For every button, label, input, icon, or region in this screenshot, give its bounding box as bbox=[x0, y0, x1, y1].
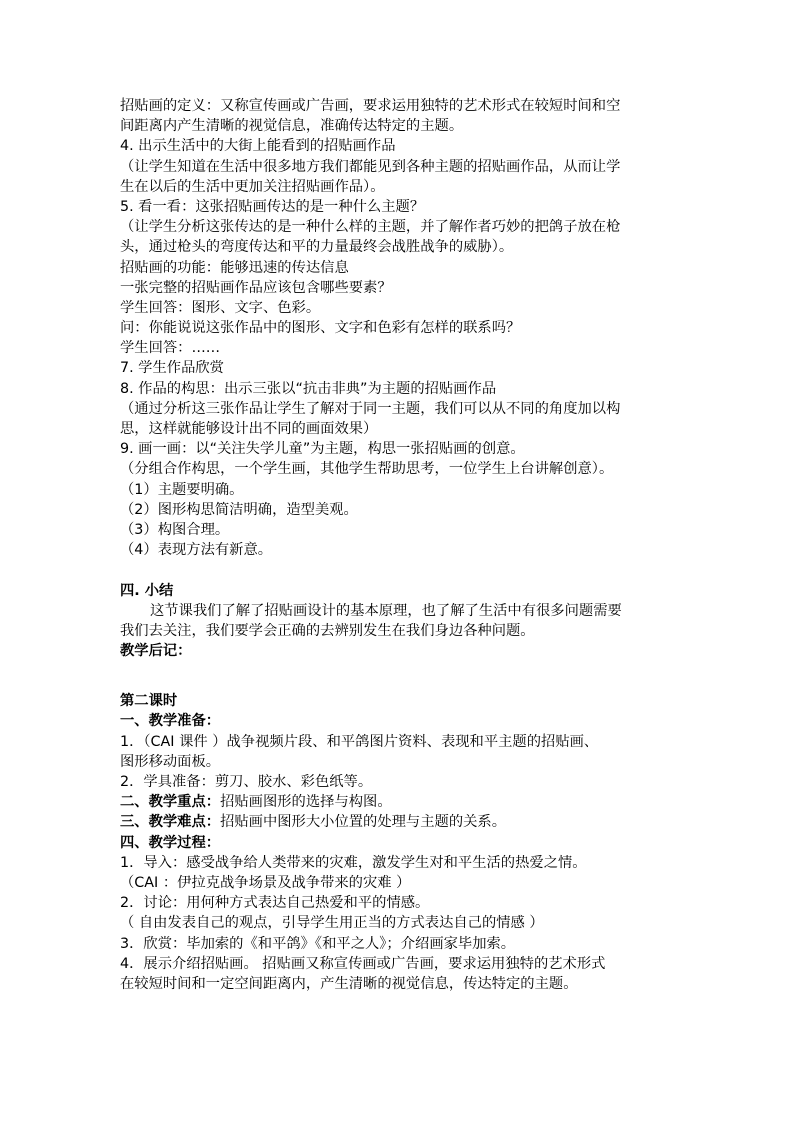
text-line: 1．导入：感受战争给人类带来的灾难，激发学生对和平生活的热爱之情。 bbox=[120, 854, 587, 871]
text-line: 一张完整的招贴画作品应该包含哪些要素？ bbox=[120, 279, 392, 296]
text-line: 7. 学生作品欣赏 bbox=[120, 360, 224, 377]
text-line: （让学生知道在生活中很多地方我们都能见到各种主题的招贴画作品，从而让学 bbox=[120, 158, 621, 175]
text-line: 在较短时间和一定空间距离内，产生清晰的视觉信息，传达特定的主题。 bbox=[120, 975, 578, 992]
text-line: 3．欣赏：毕加索的《和平鸽》《和平之人》；介绍画家毕加索。 bbox=[120, 935, 516, 952]
text-line: （3）构图合理。 bbox=[120, 521, 230, 538]
text-line: 头，通过枪头的弯度传达和平的力量最终会战胜战争的威胁）。 bbox=[120, 239, 514, 256]
text-line: 学生回答：…… bbox=[120, 340, 221, 357]
text-line: 间距离内产生清晰的视觉信息，准确传达特定的主题。 bbox=[120, 118, 464, 135]
text-line: （CAI ：伊拉克战争场景及战争带来的灾难 ） bbox=[120, 874, 411, 891]
text-line: 思，这样就能够设计出不同的画面效果） bbox=[120, 421, 378, 437]
text-line: 问：你能说说这张作品中的图形、文字和色彩有怎样的联系吗？ bbox=[120, 320, 521, 337]
key-point-line bbox=[120, 792, 680, 812]
lesson2-section bbox=[120, 691, 680, 994]
document-page bbox=[120, 96, 680, 994]
text-line: 4. 出示生活中的大街上能看到的招贴画作品 bbox=[120, 138, 396, 155]
text-line: 招贴画的功能：能够迅速的传达信息 bbox=[120, 259, 349, 276]
text-line: 图形移动面板。 bbox=[120, 753, 221, 770]
summary-paragraph-line: 这节课我们了解了招贴画设计的基本原理，也了解了生活中有很多问题需要 bbox=[150, 602, 622, 619]
text-line: （1）主题要明确。 bbox=[120, 481, 244, 498]
key-point-label: 二、教学重点： bbox=[120, 794, 221, 811]
spacer bbox=[120, 661, 680, 691]
summary-paragraph-line: 我们去关注，我们要学会正确的去辨别发生在我们身边各种问题。 bbox=[120, 622, 535, 639]
section-heading: 一、教学准备： bbox=[120, 713, 221, 730]
difficulty-line bbox=[120, 812, 680, 832]
key-point-text: 招贴画图形的选择与构图。 bbox=[220, 794, 392, 811]
text-line: （2）图形构思简洁明确，造型美观。 bbox=[120, 501, 358, 518]
text-line: 生在以后的生活中更加关注招贴画作品）。 bbox=[120, 178, 385, 195]
difficulty-label: 三、教学难点： bbox=[120, 814, 221, 831]
lesson-title: 第二课时 bbox=[120, 693, 178, 710]
lesson1-content bbox=[120, 96, 680, 560]
text-line: （让学生分析这张传达的是一种什么样的主题，并了解作者巧妙的把鸽子放在枪 bbox=[120, 219, 621, 236]
text-line: （ 自由发表自己的观点，引导学生用正当的方式表达自己的情感 ） bbox=[120, 915, 544, 932]
text-line: 5. 看一看：这张招贴画传达的是一种什么主题？ bbox=[120, 198, 425, 215]
text-line: 2．学具准备：剪刀、胶水、彩色纸等。 bbox=[120, 774, 373, 790]
text-line: 2．讨论：用何种方式表达自己热爱和平的情感。 bbox=[120, 895, 430, 912]
text-line: （分组合作构思，一个学生画，其他学生帮助思考，一位学生上台讲解创意）。 bbox=[120, 461, 614, 478]
text-line: 1．（CAI 课件 ）战争视频片段、和平鸽图片资料、表现和平主题的招贴画、 bbox=[120, 733, 599, 750]
postscript-label: 教学后记： bbox=[120, 643, 192, 660]
text-line: 9. 画一画：以“关注失学儿童”为主题，构思一张招贴画的创意。 bbox=[120, 441, 525, 458]
section-heading: 四、教学过程： bbox=[120, 834, 221, 851]
text-line: 招贴画的定义：又称宣传画或广告画，要求运用独特的艺术形式在较短时间和空 bbox=[120, 98, 621, 114]
spacer bbox=[120, 560, 680, 580]
text-line: （通过分析这三张作品让学生了解对于同一主题，我们可以从不同的角度加以构 bbox=[120, 400, 621, 417]
text-line: 4．展示介绍招贴画。 招贴画又称宣传画或广告画，要求运用独特的艺术形式 bbox=[120, 955, 606, 972]
difficulty-text: 招贴画中图形大小位置的处理与主题的关系。 bbox=[220, 814, 507, 831]
section-heading: 四. 小结 bbox=[120, 582, 174, 599]
text-line: （4）表现方法有新意。 bbox=[120, 542, 273, 559]
text-line: 8. 作品的构思：出示三张以“抗击非典”为主题的招贴画作品 bbox=[120, 380, 497, 397]
summary-section bbox=[120, 581, 680, 662]
text-line: 学生回答：图形、文字、色彩。 bbox=[120, 299, 321, 316]
